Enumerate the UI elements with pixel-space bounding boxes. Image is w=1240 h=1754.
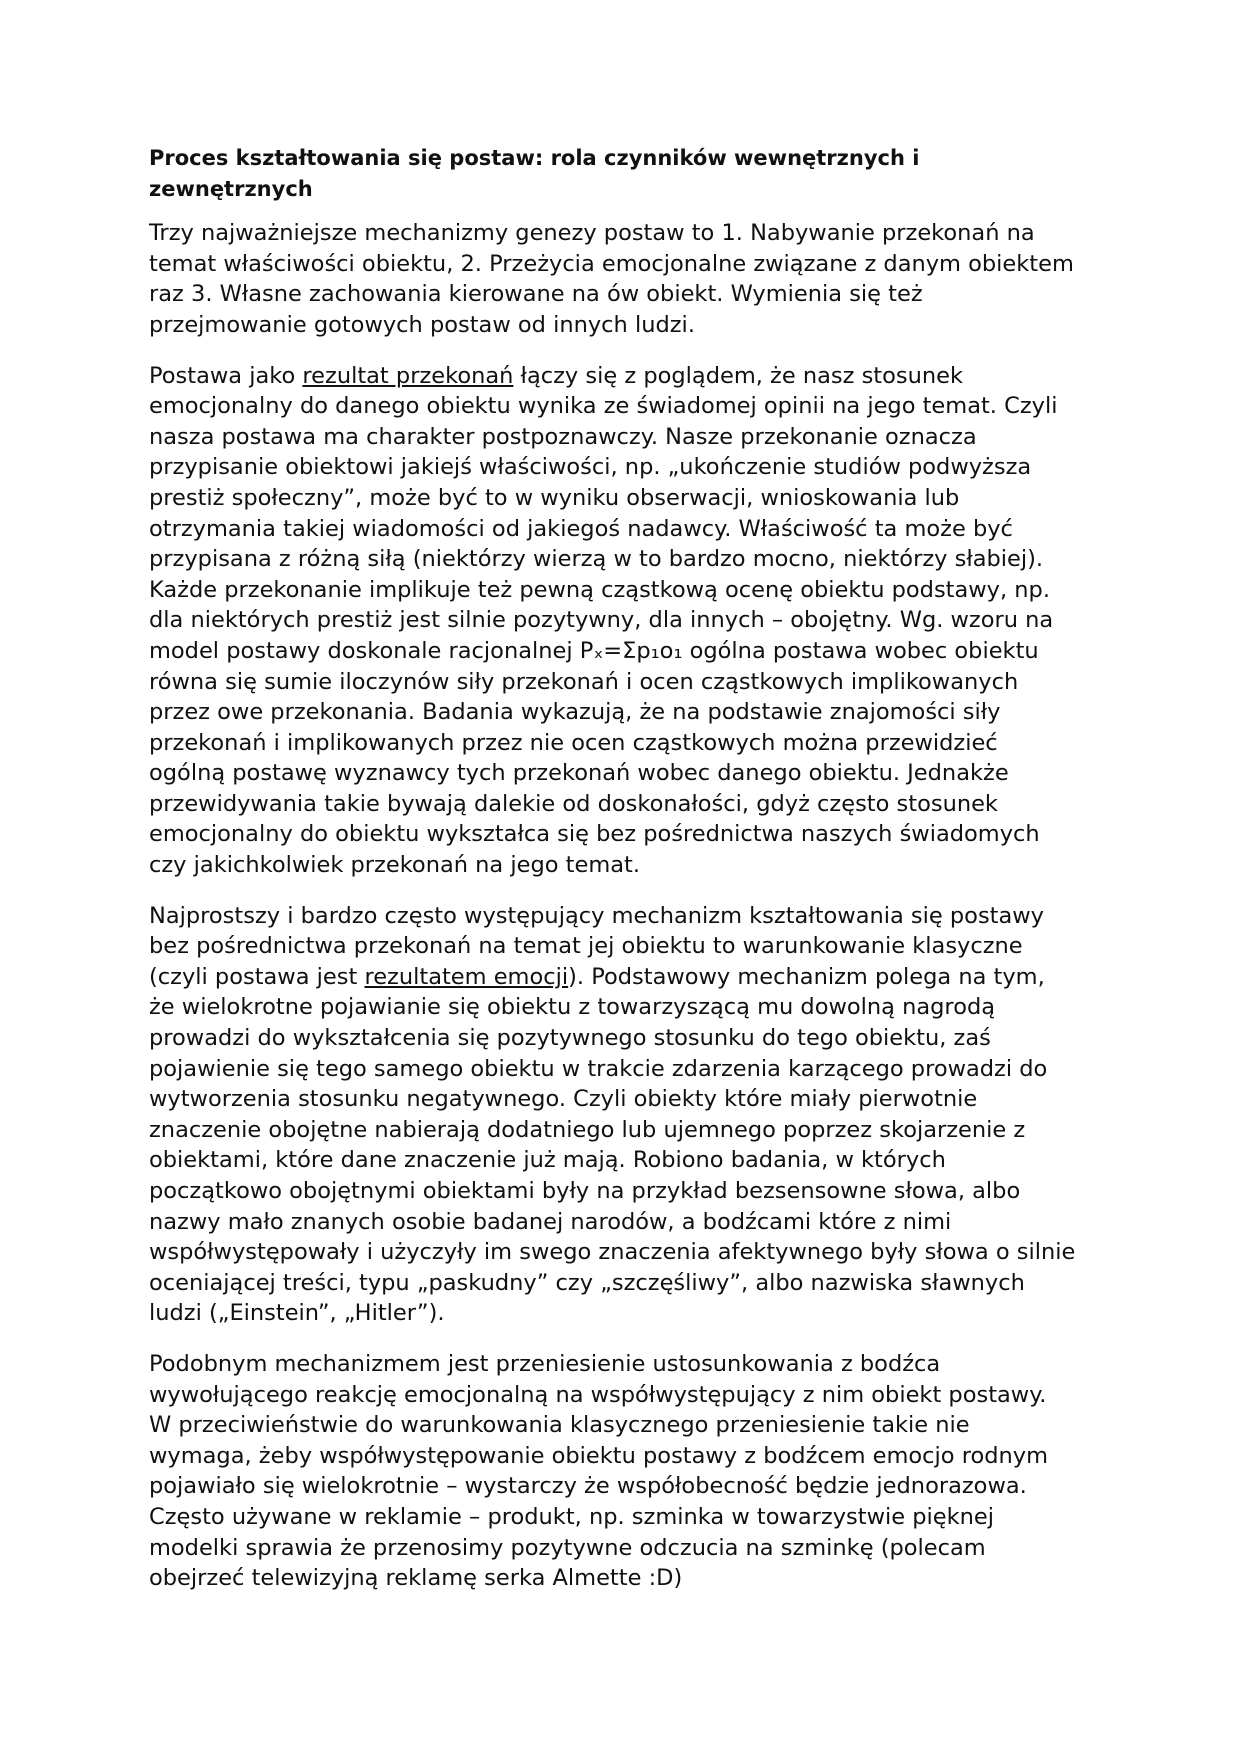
paragraph-3: [149, 901, 1099, 1329]
text-line: temat właściwości obiektu, 2. Przeżycia emocjonalne związane z danym obiektem: [149, 250, 1074, 277]
text-line: ogólną postawę wyznawcy tych przekonań wobec danego obiektu. Jednakże: [149, 760, 1009, 787]
text-line: Często używane w reklamie – produkt, np. szminka w towarzystwie pięknej: [149, 1503, 994, 1530]
text-line: wymaga, żeby współwystępowanie obiektu postawy z bodźcem emocjo rodnym: [149, 1442, 1049, 1469]
text-line: przypisanie obiektowi jakiejś właściwości, np. „ukończenie studiów podwyższa: [149, 454, 1032, 481]
text-line: nasza postawa ma charakter postpoznawczy. Nasze przekonanie oznacza: [149, 423, 977, 450]
text-line: obiektami, które dane znaczenie już mają. Robiono badania, w których: [149, 1147, 946, 1174]
document-body: [149, 143, 1099, 1614]
text-line: prestiż społeczny”, może być to w wyniku obserwacji, wnioskowania lub: [149, 484, 960, 511]
paragraph-4: [149, 1349, 1099, 1594]
text-line: wytworzenia stosunku negatywnego. Czyli obiekty które miały pierwotnie: [149, 1086, 978, 1113]
text-line: początkowo obojętnymi obiektami były na przykład bezsensowne słowa, albo: [149, 1178, 1021, 1204]
text-line: przez owe przekonania. Badania wykazują, że na podstawie znajomości siły: [149, 699, 1001, 726]
text-line: Najprostszy i bardzo często występujący mechanizm kształtowania się postawy: [149, 902, 1045, 929]
text-line: nazwy mało znanych osobie badanej narodów, a bodźcami które z nimi: [149, 1208, 952, 1235]
text-segment: łączy się z poglądem, że nasz stosunek: [513, 362, 963, 389]
text-line: Podobnym mechanizmem jest przeniesienie ustosunkowania z bodźca: [149, 1350, 941, 1377]
text-line: prowadzi do wykształcenia się pozytywnego stosunku do tego obiektu, zaś: [149, 1025, 991, 1052]
text-line: równa się sumie iloczynów siły przekonań i ocen cząstkowych implikowanych: [149, 668, 1019, 695]
text-line: przypisana z różną siłą (niektórzy wierzą w to bardzo mocno, niektórzy słabiej).: [149, 546, 1044, 573]
text-line: przekonań i implikowanych przez nie ocen cząstkowych można przewidzieć: [149, 729, 998, 756]
text-line: przejmowanie gotowych postaw od innych ludzi.: [149, 311, 695, 338]
text-line: modelki sprawia że przenosimy pozytywne odczucia na szminkę (polecam: [149, 1534, 986, 1561]
text-segment: ). Podstawowy mechanizm polega na tym,: [568, 963, 1045, 990]
text-line: otrzymania takiej wiadomości od jakiegoś nadawcy. Właściwość ta może być: [149, 515, 1013, 542]
text-line: przewidywania takie bywają dalekie od doskonałości, gdyż często stosunek: [149, 790, 998, 817]
text-line: oceniającej treści, typu „paskudny” czy „szczęśliwy”, albo nazwiska sławnych: [149, 1269, 1025, 1296]
paragraph-1: [149, 218, 1099, 340]
text-segment: Postawa jako: [149, 362, 303, 389]
text-line: czy jakichkolwiek przekonań na jego temat.: [149, 852, 641, 879]
text-line: emocjonalny do danego obiektu wynika ze świadomej opinii na jego temat. Czyli: [149, 393, 1058, 420]
text-line: Trzy najważniejsze mechanizmy genezy postaw to 1. Nabywanie przekonań na: [149, 220, 1035, 247]
underlined-phrase: rezultat przekonań: [302, 362, 514, 389]
title-line: zewnętrznych: [149, 176, 313, 201]
text-line: znaczenie obojętne nabierają dodatniego lub ujemnego poprzez skojarzenie z: [149, 1116, 1026, 1143]
text-line: wywołującego reakcję emocjonalną na współwystępujący z nim obiekt postawy.: [149, 1381, 1047, 1408]
text-line: ludzi („Einstein”, „Hitler”).: [149, 1300, 445, 1327]
text-line: obejrzeć telewizyjną reklamę serka Almette :D): [149, 1565, 683, 1592]
document-title: [149, 143, 1099, 204]
text-line: bez pośrednictwa przekonań na temat jej obiektu to warunkowanie klasyczne: [149, 933, 1023, 960]
text-line: [149, 361, 1099, 392]
text-line: W przeciwieństwie do warunkowania klasycznego przeniesienie takie nie: [149, 1412, 970, 1439]
underlined-phrase: rezultatem emocji: [364, 963, 569, 990]
paragraph-2: [149, 361, 1099, 881]
text-line: raz 3. Własne zachowania kierowane na ów obiekt. Wymienia się też: [149, 281, 923, 308]
text-line: współwystępowały i użyczyły im swego znaczenia afektywnego były słowa o silnie: [149, 1239, 1076, 1266]
text-line: Każde przekonanie implikuje też pewną cząstkową ocenę obiektu podstawy, np.: [149, 576, 1050, 603]
title-line: Proces kształtowania się postaw: rola czynników wewnętrznych i: [149, 146, 920, 170]
text-line: emocjonalny do obiektu wykształca się bez pośrednictwa naszych świadomych: [149, 821, 1040, 848]
text-line: [149, 962, 1099, 993]
text-line: pojawiało się wielokrotnie – wystarczy że współobecność będzie jednorazowa.: [149, 1473, 1027, 1500]
text-line: dla niektórych prestiż jest silnie pozytywny, dla innych – obojętny. Wg. wzoru na: [149, 607, 1054, 634]
formula-line: model postawy doskonale racjonalnej Pₓ=Σp₁o₁ ogólna postawa wobec obiektu: [149, 637, 1039, 664]
text-line: pojawienie się tego samego obiektu w trakcie zdarzenia karzącego prowadzi do: [149, 1055, 1048, 1082]
text-segment: (czyli postawa jest: [149, 963, 365, 990]
text-line: że wielokrotne pojawianie się obiektu z towarzyszącą mu dowolną nagrodą: [149, 994, 996, 1021]
